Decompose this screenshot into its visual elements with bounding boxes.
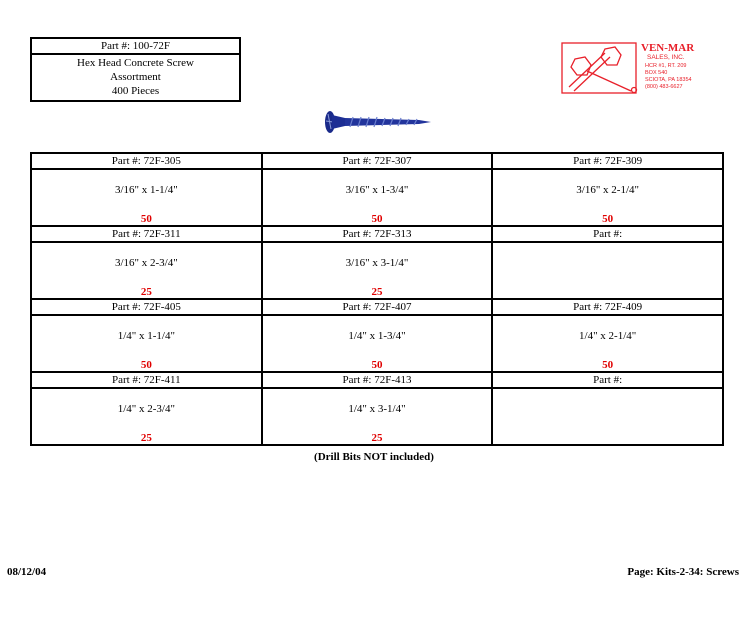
part-number-cell: Part #: 72F-413	[262, 372, 493, 388]
part-header-row	[31, 153, 723, 169]
piece-quantity: 50	[602, 359, 614, 371]
part-header-row	[31, 226, 723, 242]
screw-size: 1/4" x 1-3/4"	[348, 330, 406, 342]
part-detail-cell	[492, 315, 723, 372]
footer-page: Page: Kits-2-34: Screws	[627, 566, 739, 578]
kit-part-number: Part #: 100-72F	[32, 39, 239, 55]
parts-table	[30, 152, 724, 446]
part-number-cell: Part #: 72F-405	[31, 299, 262, 315]
screw-size: 3/16" x 3-1/4"	[345, 257, 409, 269]
screw-size: 1/4" x 3-1/4"	[348, 403, 406, 415]
piece-quantity: 25	[371, 432, 383, 444]
part-number-cell: Part #: 72F-407	[262, 299, 493, 315]
logo-address-line: BOX 540	[645, 70, 668, 76]
logo-name: VEN-MAR	[641, 42, 695, 54]
piece-quantity: 50	[140, 213, 152, 225]
kit-header-box	[30, 37, 241, 102]
logo-subtitle: SALES, INC.	[647, 54, 685, 61]
drill-bits-note: (Drill Bits NOT included)	[314, 451, 434, 463]
part-detail-cell	[31, 169, 262, 226]
part-number-cell: Part #: 72F-313	[262, 226, 493, 242]
part-header-row	[31, 299, 723, 315]
part-detail-cell	[262, 169, 493, 226]
ven-mar-logo	[561, 41, 695, 95]
kit-description-line: Hex Head Concrete Screw	[77, 57, 194, 69]
screw-size: 1/4" x 2-3/4"	[117, 403, 175, 415]
footer-date: 08/12/04	[7, 566, 47, 578]
part-number-cell: Part #: 72F-311	[31, 226, 262, 242]
logo-address-line: HCR #1, RT. 209	[645, 63, 687, 69]
part-header-row	[31, 372, 723, 388]
part-number-cell: Part #: 72F-307	[262, 153, 493, 169]
part-detail-cell	[262, 388, 493, 445]
logo-address-line: (800) 483-6627	[645, 84, 683, 90]
piece-quantity: 50	[371, 359, 383, 371]
part-detail-cell	[31, 242, 262, 299]
screw-size: 3/16" x 2-3/4"	[114, 257, 178, 269]
logo-address-line: SCIOTA, PA 18354	[645, 77, 692, 83]
part-detail-cell	[492, 242, 723, 299]
piece-quantity: 50	[602, 213, 614, 225]
part-detail-cell	[31, 315, 262, 372]
part-detail-row	[31, 169, 723, 226]
kit-description	[32, 55, 239, 100]
kit-description-line: Assortment	[110, 71, 161, 83]
screw-size: 3/16" x 1-3/4"	[345, 184, 409, 196]
part-detail-cell	[262, 315, 493, 372]
part-number-cell: Part #: 72F-309	[492, 153, 723, 169]
piece-quantity: 50	[140, 359, 152, 371]
screw-image	[323, 106, 433, 136]
screw-size: 3/16" x 2-1/4"	[576, 184, 640, 196]
part-number-cell: Part #: 72F-305	[31, 153, 262, 169]
part-detail-row	[31, 388, 723, 445]
part-detail-cell	[492, 169, 723, 226]
part-detail-cell	[492, 388, 723, 445]
piece-quantity: 25	[140, 286, 152, 298]
hex-bolt-icon	[562, 43, 637, 93]
part-number-cell: Part #: 72F-409	[492, 299, 723, 315]
piece-quantity: 25	[371, 286, 383, 298]
part-detail-cell	[262, 242, 493, 299]
part-number-cell: Part #: 72F-411	[31, 372, 262, 388]
piece-quantity: 50	[371, 213, 383, 225]
part-detail-cell	[31, 388, 262, 445]
part-number-cell: Part #:	[492, 372, 723, 388]
screw-size: 3/16" x 1-1/4"	[114, 184, 178, 196]
kit-description-line: 400 Pieces	[111, 85, 160, 97]
piece-quantity: 25	[140, 432, 152, 444]
part-detail-row	[31, 315, 723, 372]
part-detail-row	[31, 242, 723, 299]
part-number-cell: Part #:	[492, 226, 723, 242]
screw-size: 1/4" x 1-1/4"	[117, 330, 175, 342]
screw-size: 1/4" x 2-1/4"	[579, 330, 637, 342]
